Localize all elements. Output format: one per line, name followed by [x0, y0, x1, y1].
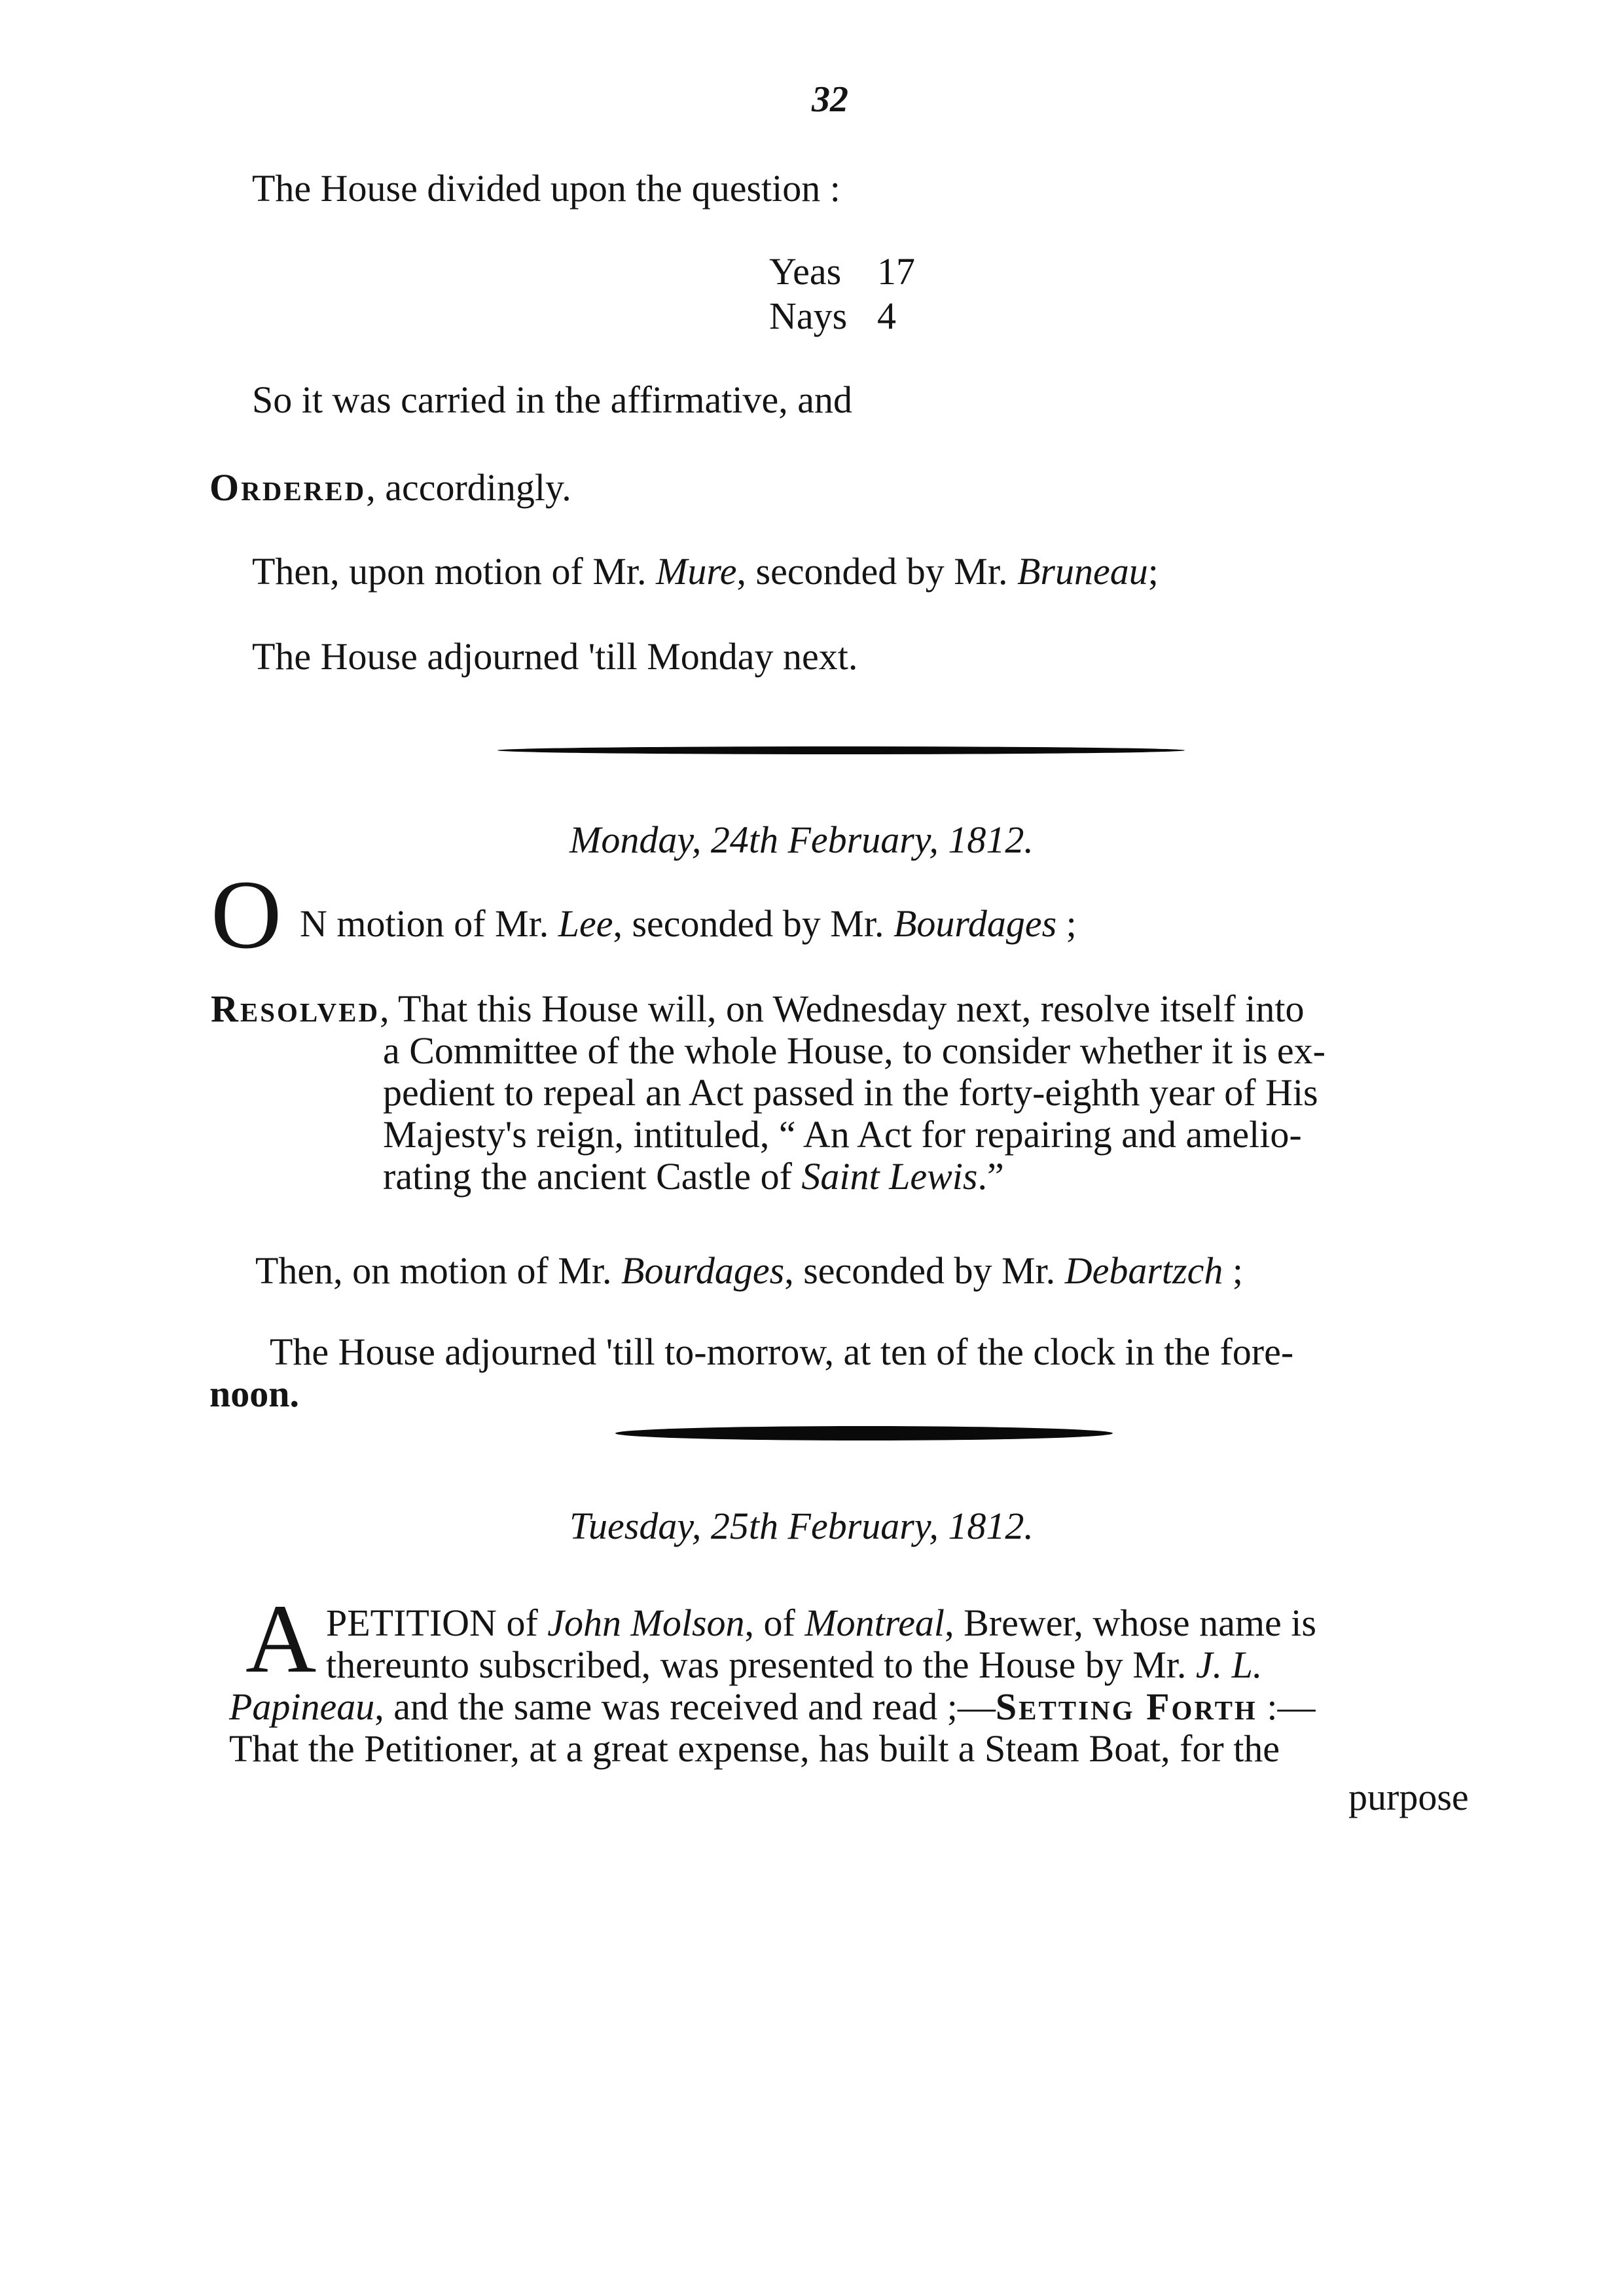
petition-line-2 — [326, 1643, 1262, 1687]
page-number: 32 — [812, 79, 848, 120]
petition-text: , of — [744, 1602, 795, 1644]
resolved-text: rating the ancient Castle of — [383, 1155, 792, 1198]
carried-line: So it was carried in the affirmative, and — [252, 378, 852, 421]
yeas-row — [769, 250, 915, 293]
catchword: purpose — [1348, 1776, 1469, 1818]
resolved-line-3: pedient to repeal an Act passed in the forty-eighth year of His — [383, 1071, 1318, 1114]
resolved-word: Resolved — [211, 987, 380, 1030]
adjourned-line-2-cont: noon. — [209, 1372, 300, 1415]
resolved-line-4: Majesty's reign, intituled, “ An Act for repairing and amelio- — [383, 1113, 1302, 1156]
nays-count: 4 — [877, 295, 896, 337]
motion-end: ; — [1223, 1249, 1243, 1292]
member-name-debartzch: Debartzch — [1064, 1249, 1223, 1292]
member-name-bourdages: Bourdages — [893, 902, 1057, 945]
adjourned-line: The House adjourned 'till Monday next. — [252, 635, 858, 678]
petitioner-name: John Molson — [547, 1602, 745, 1644]
petition-text: PETITION of — [326, 1602, 538, 1644]
petition-line-3 — [229, 1685, 1315, 1729]
date-heading-2: Tuesday, 25th February, 1812. — [569, 1505, 1034, 1547]
member-name: Papineau — [229, 1685, 375, 1728]
yeas-count: 17 — [877, 250, 915, 293]
ordered-rest: , accordingly. — [366, 466, 571, 509]
petition-line-1 — [326, 1602, 1316, 1645]
division-line: The House divided upon the question : — [252, 167, 840, 210]
member-name: J. L. — [1195, 1643, 1263, 1686]
drop-cap-o: O — [211, 860, 282, 969]
motion-pre: N motion of Mr. — [300, 902, 549, 945]
petition-text: :— — [1257, 1685, 1316, 1728]
motion-end: ; — [1147, 550, 1159, 593]
nays-row — [769, 295, 896, 338]
petition-text: , and the same was received and read ;— — [374, 1685, 996, 1728]
drop-cap-a: A — [245, 1585, 317, 1693]
place-name: Saint Lewis — [801, 1155, 978, 1198]
motion-end: ; — [1056, 902, 1077, 945]
motion-pre: Then, on motion of Mr. — [255, 1249, 612, 1292]
yeas-label: Yeas — [769, 250, 842, 293]
adjourned-line-2: The House adjourned 'till to-morrow, at ten of the clock in the fore- — [270, 1330, 1294, 1373]
resolved-line-5 — [383, 1155, 1004, 1198]
petition-line-4: That the Petitioner, at a great expense, has built a Steam Boat, for the — [229, 1727, 1280, 1770]
petition-text: thereunto subscribed, was presented to the House by Mr. — [326, 1643, 1187, 1686]
ordered-word: Ordered — [209, 466, 367, 509]
resolved-line-1 — [211, 987, 1304, 1031]
member-name-lee: Lee — [558, 902, 613, 945]
resolved-end: .” — [977, 1155, 1004, 1198]
motion-mid: , seconded by Mr. — [784, 1249, 1056, 1292]
motion-mid: , seconded by Mr. — [736, 550, 1008, 593]
section-divider-rule — [497, 746, 1185, 754]
ordered-line — [209, 466, 571, 509]
section-divider-rule-2 — [615, 1426, 1113, 1440]
date-heading: Monday, 24th February, 1812. — [569, 818, 1034, 861]
member-name-bruneau: Bruneau — [1017, 550, 1148, 593]
place-name: Montreal — [804, 1602, 945, 1644]
setting-forth-label: Setting Forth — [995, 1685, 1257, 1728]
member-name-bourdages: Bourdages — [621, 1249, 785, 1292]
motion-line-3 — [255, 1249, 1243, 1293]
motion-pre: Then, upon motion of Mr. — [252, 550, 647, 593]
resolved-text: , That this House will, on Wednesday next, resolve itself into — [380, 987, 1305, 1030]
petition-text: , Brewer, whose name is — [945, 1602, 1316, 1644]
resolved-line-2: a Committee of the whole House, to consider whether it is ex- — [383, 1029, 1326, 1072]
motion-line-2 — [300, 902, 1077, 945]
member-name-mure: Mure — [656, 550, 737, 593]
motion-mid: , seconded by Mr. — [613, 902, 884, 945]
motion-line — [252, 550, 1159, 593]
nays-label: Nays — [769, 295, 848, 337]
